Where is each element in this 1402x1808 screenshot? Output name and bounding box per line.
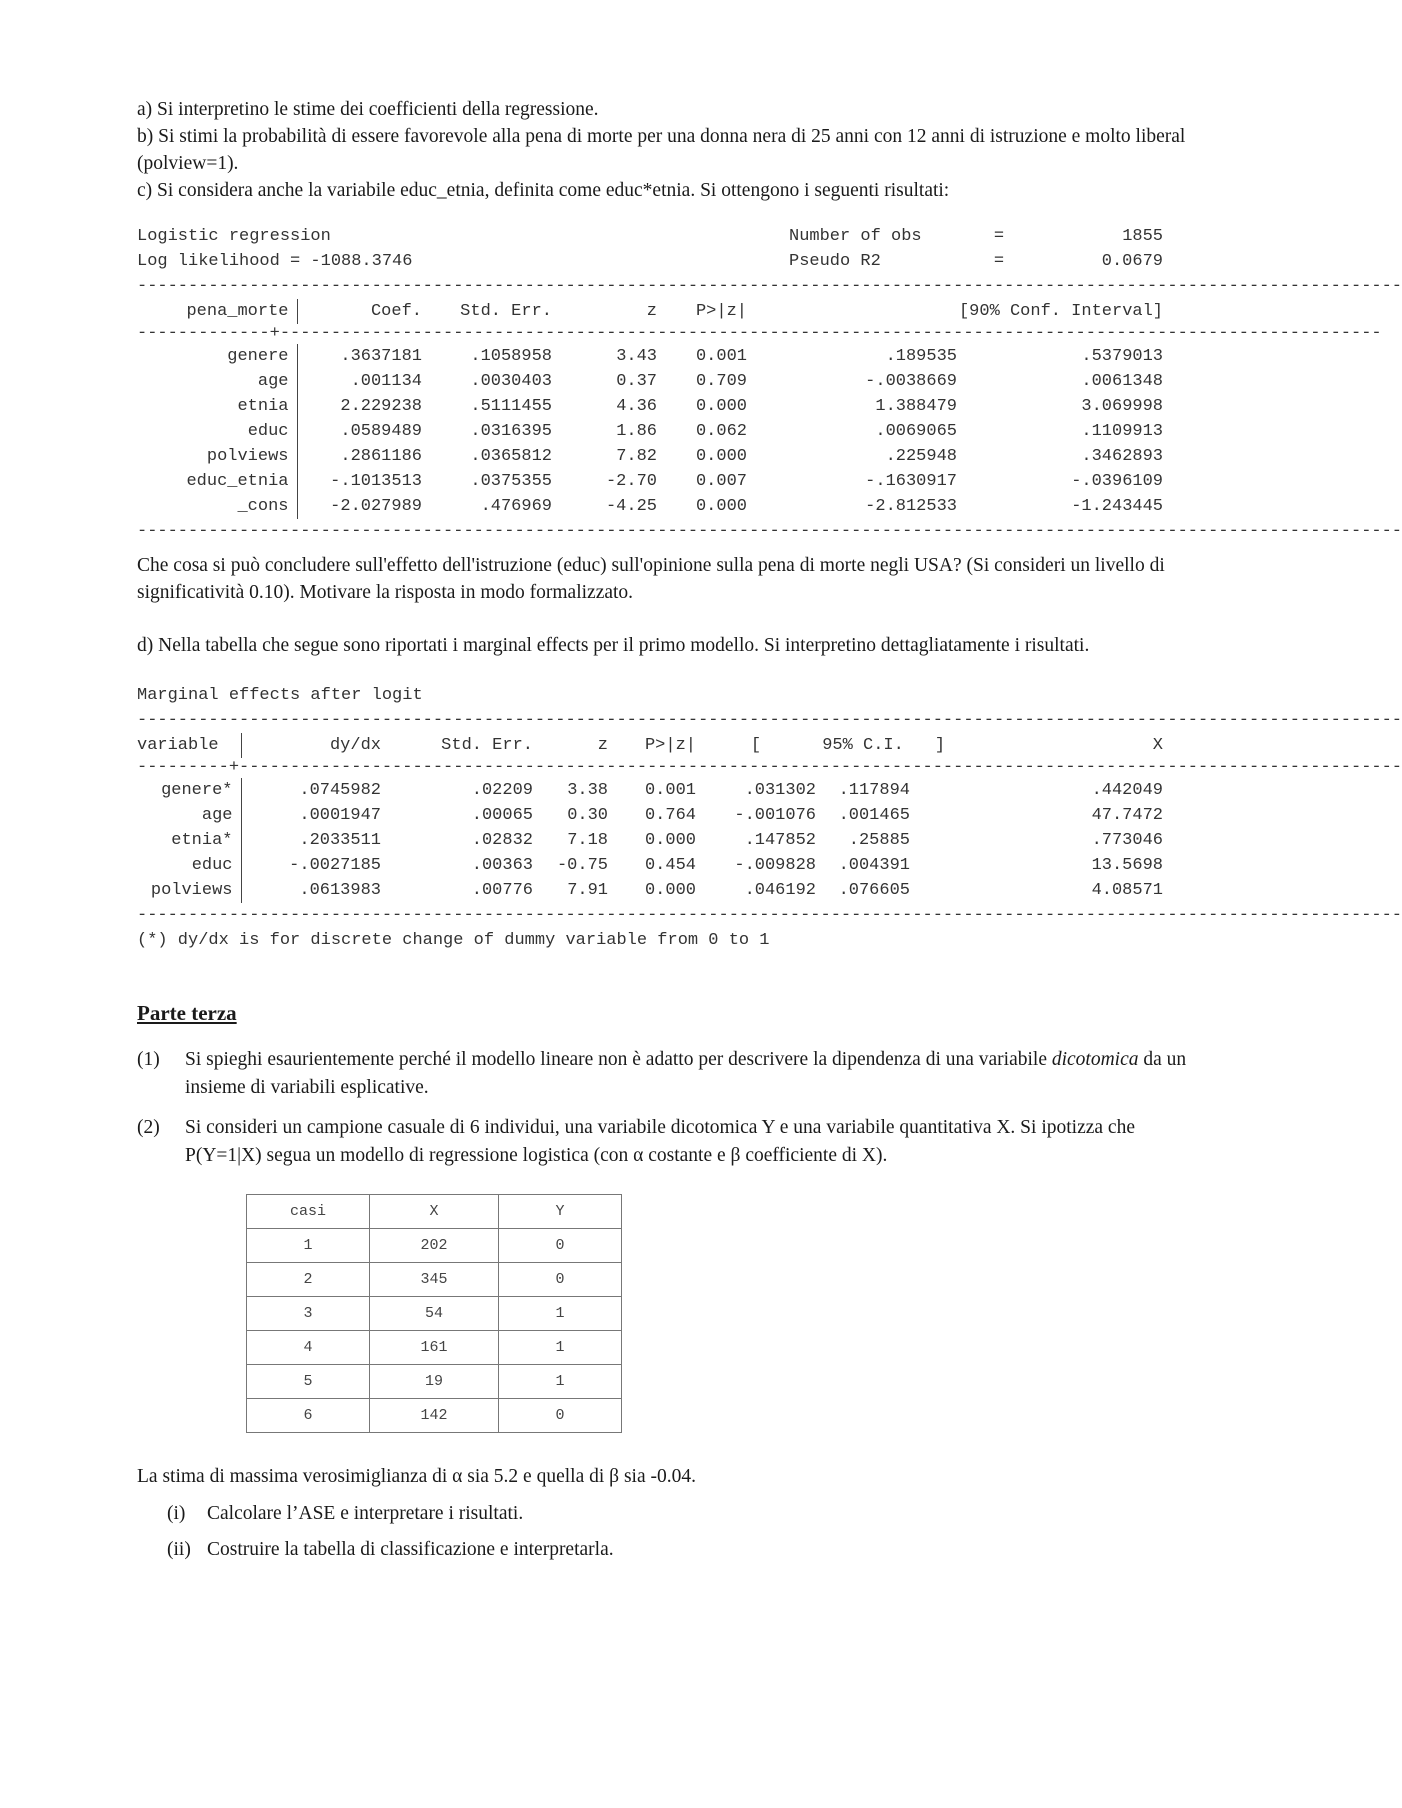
item-1-number: (1) [137, 1049, 160, 1070]
header-ci-close: ] [934, 736, 946, 755]
row-p-value: 0.000 [695, 447, 747, 466]
row-z: 3.43 [616, 347, 657, 366]
row-dydx: .0001947 [299, 806, 381, 825]
header-x: X [1152, 736, 1163, 755]
header-var: pena_morte [137, 299, 297, 324]
table-row [137, 469, 1163, 494]
row-spacer [910, 853, 970, 878]
mle-text: La stima di massima verosimiglianza di α sia 5.2 e quella di β sia -0.04. [137, 1466, 696, 1487]
row-ci-high: .25885 [848, 831, 910, 850]
data-table [246, 1194, 622, 1433]
row-spacer [910, 803, 970, 828]
table-cell: 3 [247, 1297, 370, 1331]
row-z: 7.82 [616, 447, 657, 466]
row-ci-low: -2.812533 [865, 497, 957, 516]
sub-item-i [167, 1500, 1197, 1528]
header-ci-open: [ [750, 736, 762, 755]
row-coef: -2.027989 [330, 497, 422, 516]
logit-body [137, 344, 1163, 519]
table-cell: 0 [499, 1263, 622, 1297]
row-z: -0.75 [556, 856, 608, 875]
row-p-value: 0.001 [695, 347, 747, 366]
marginal-output [137, 683, 1402, 953]
row-std-err: .00065 [471, 806, 533, 825]
row-ci-low: -.009828 [734, 856, 816, 875]
header-z: z [646, 302, 657, 321]
part-b-text: b) Si stimi la probabilità di essere favorevole alla pena di morte per una donna nera di 25 anni con 12 anni di istruzione e molto liberal (polview=1). [137, 126, 1186, 174]
row-ci-low: .031302 [744, 781, 816, 800]
table-cell: 2 [247, 1263, 370, 1297]
row-dydx: .2033511 [299, 831, 381, 850]
nobs-eq: = [993, 227, 1005, 246]
row-std-err: .0365812 [470, 447, 552, 466]
row-variable: etnia [137, 394, 297, 419]
row-std-err: .02832 [471, 831, 533, 850]
row-z: 4.36 [616, 397, 657, 416]
divider: ---------------------------------------------------------------------------------------------------------------------------- [137, 711, 1402, 730]
row-z: 0.37 [616, 372, 657, 391]
row-ci-high: .117894 [838, 781, 910, 800]
table-row [137, 803, 1163, 828]
marginal-body [137, 778, 1163, 903]
table-cell: 19 [370, 1365, 499, 1399]
row-variable: polviews [137, 878, 241, 903]
row-coef: .2861186 [340, 447, 422, 466]
row-std-err: .5111455 [470, 397, 552, 416]
table-row [247, 1297, 622, 1331]
row-p-value: 0.709 [695, 372, 747, 391]
row-z: 0.30 [567, 806, 608, 825]
row-variable: age [137, 369, 297, 394]
header-cell: Y [499, 1195, 622, 1229]
data-table-header [247, 1195, 622, 1229]
row-p-value: 0.062 [695, 422, 747, 441]
row-z: 3.38 [567, 781, 608, 800]
row-x-mean: 13.5698 [1091, 856, 1163, 875]
row-variable: educ [137, 419, 297, 444]
nobs-value: 1855 [1122, 227, 1163, 246]
row-ci-high: -1.243445 [1071, 497, 1164, 516]
table-cell: 1 [247, 1229, 370, 1263]
row-p-value: 0.454 [644, 856, 696, 875]
row-variable: genere* [137, 778, 241, 803]
row-p-value: 0.000 [695, 497, 747, 516]
logit-table [137, 299, 1382, 519]
row-std-err: .02209 [471, 781, 533, 800]
table-row [137, 828, 1163, 853]
header-ci: [90% Conf. Interval] [958, 302, 1164, 321]
row-x-mean: .773046 [1091, 831, 1163, 850]
marginal-table [137, 733, 1402, 903]
pseudo-r2-label: Pseudo R2 [789, 252, 881, 271]
sub-item-i-text: Calcolare l’ASE e interpretare i risultati. [207, 1503, 524, 1524]
nobs-label: Number of obs [789, 227, 922, 246]
row-z: 1.86 [616, 422, 657, 441]
row-ci-high: .1109913 [1081, 422, 1164, 441]
item-1-pre: Si spieghi esaurientemente perché il modello lineare non è adatto per descrivere la dipendenza di una variabile [185, 1049, 1052, 1070]
header-dydx: dy/dx [329, 736, 381, 755]
table-row [137, 444, 1163, 469]
part-c-text: c) Si considera anche la variabile educ_etnia, definita come educ*etnia. Si ottengono i seguenti risultati: [137, 180, 950, 201]
row-std-err: .1058958 [470, 347, 552, 366]
row-x-mean: 4.08571 [1091, 881, 1163, 900]
table-cell: 0 [499, 1399, 622, 1433]
row-spacer [910, 878, 970, 903]
table-row [247, 1229, 622, 1263]
row-ci-low: .225948 [885, 447, 957, 466]
table-row [137, 344, 1163, 369]
row-variable: _cons [137, 494, 297, 519]
divider: ---------------------------------------------------------------------------------------------------------------------------- [137, 906, 1402, 925]
table-row [247, 1399, 622, 1433]
row-p-value: 0.007 [695, 472, 747, 491]
table-cell: 4 [247, 1331, 370, 1365]
header-ci: 95% C.I. [822, 736, 904, 755]
row-ci-high: .0061348 [1081, 372, 1164, 391]
row-variable: polviews [137, 444, 297, 469]
row-coef: 2.229238 [340, 397, 422, 416]
table-cell: 142 [370, 1399, 499, 1433]
header-z: z [597, 736, 608, 755]
row-coef: .3637181 [340, 347, 422, 366]
row-dydx: .0613983 [299, 881, 381, 900]
table-row [137, 853, 1163, 878]
row-z: 7.91 [567, 881, 608, 900]
item-2 [137, 1114, 1197, 1170]
part-a-text: a) Si interpretino le stime dei coefficienti della regressione. [137, 99, 599, 120]
row-z: -4.25 [605, 497, 657, 516]
table-row [137, 494, 1163, 519]
header-cell: casi [247, 1195, 370, 1229]
header-variable: variable [137, 733, 241, 758]
divider: ---------------------------------------------------------------------------------------------------------------------------- [137, 277, 1402, 296]
row-p-value: 0.000 [644, 831, 696, 850]
row-x-mean: .442049 [1091, 781, 1163, 800]
row-spacer [910, 828, 970, 853]
row-x-mean: 47.7472 [1091, 806, 1163, 825]
table-cell: 1 [499, 1331, 622, 1365]
row-variable: age [137, 803, 241, 828]
row-variable: educ_etnia [137, 469, 297, 494]
table-row [137, 394, 1163, 419]
row-std-err: .0375355 [470, 472, 552, 491]
sub-item-ii-number: (ii) [167, 1539, 191, 1560]
row-ci-low: -.001076 [734, 806, 816, 825]
table-cell: 161 [370, 1331, 499, 1365]
row-ci-low: -.1630917 [865, 472, 957, 491]
logit-title: Logistic regression [137, 227, 331, 246]
table-cell: 202 [370, 1229, 499, 1263]
divider: ---------+------------------------------------------------------------------------------------------------------------------ [137, 758, 1402, 777]
table-row [137, 369, 1163, 394]
header-p: P>|z| [644, 736, 696, 755]
row-ci-high: .5379013 [1081, 347, 1164, 366]
table-row [247, 1365, 622, 1399]
row-coef: .001134 [350, 372, 422, 391]
row-ci-low: .189535 [885, 347, 957, 366]
row-dydx: .0745982 [299, 781, 381, 800]
question-c: Che cosa si può concludere sull'effetto dell'istruzione (educ) sull'opinione sulla pena di morte negli USA? (Si consideri un livello di significatività 0.10). Motivare la risposta in modo formalizzato. [137, 555, 1165, 603]
logit-loglik: Log likelihood = -1088.3746 [137, 252, 413, 271]
row-ci-low: .046192 [744, 881, 816, 900]
marginal-footnote: (*) dy/dx is for discrete change of dummy variable from 0 to 1 [137, 931, 770, 950]
marginal-header-row [137, 733, 1163, 758]
item-1 [137, 1046, 1197, 1102]
row-std-err: .476969 [480, 497, 552, 516]
row-ci-low: .0069065 [875, 422, 957, 441]
row-z: -2.70 [605, 472, 657, 491]
table-cell: 6 [247, 1399, 370, 1433]
row-p-value: 0.000 [695, 397, 747, 416]
sub-item-ii-text: Costruire la tabella di classificazione e interpretarla. [207, 1539, 614, 1560]
table-row [247, 1263, 622, 1297]
row-spacer [910, 778, 970, 803]
table-cell: 0 [499, 1229, 622, 1263]
pseudo-r2-value: 0.0679 [1101, 252, 1163, 271]
row-std-err: .00363 [471, 856, 533, 875]
table-cell: 1 [499, 1365, 622, 1399]
sub-item-i-number: (i) [167, 1503, 186, 1524]
table-row [137, 878, 1163, 903]
row-std-err: .0316395 [470, 422, 552, 441]
item-1-post: da un insieme di variabili esplicative. [185, 1049, 1187, 1098]
table-cell: 1 [499, 1297, 622, 1331]
row-variable: educ [137, 853, 241, 878]
row-p-value: 0.764 [644, 806, 696, 825]
table-cell: 5 [247, 1365, 370, 1399]
data-table-body [247, 1195, 622, 1433]
row-coef: -.1013513 [330, 472, 422, 491]
row-std-err: .0030403 [470, 372, 552, 391]
row-variable: genere [137, 344, 297, 369]
header-cell: X [370, 1195, 499, 1229]
row-ci-high: .3462893 [1081, 447, 1164, 466]
divider: ---------------------------------------------------------------------------------------------------------------------------- [137, 522, 1402, 541]
table-row [247, 1331, 622, 1365]
marginal-title: Marginal effects after logit [137, 686, 423, 705]
logit-output [137, 224, 1402, 544]
item-1-text [185, 1046, 1197, 1102]
row-coef: .0589489 [340, 422, 422, 441]
header-se: Std. Err. [441, 736, 533, 755]
table-cell: 54 [370, 1297, 499, 1331]
table-row [137, 778, 1163, 803]
pseudo-r2-eq: = [993, 252, 1005, 271]
divider: -------------+------------------------------------------------------------------------------------------------------------ [137, 324, 1382, 343]
row-ci-high: .001465 [838, 806, 910, 825]
table-cell: 345 [370, 1263, 499, 1297]
header-p: P>|z| [695, 302, 747, 321]
item-2-text: Si consideri un campione casuale di 6 individui, una variabile dicotomica Y e una variabile quantitativa X. Si ipotizza che P(Y=1|X) segua un modello di regressione logistica (con α costante e β coefficiente di X). [185, 1117, 1135, 1166]
sub-item-ii [167, 1536, 1197, 1564]
exam-page [137, 96, 1402, 1564]
parte-terza-heading: Parte terza [137, 1001, 237, 1025]
row-ci-low: -.0038669 [865, 372, 957, 391]
row-ci-low: .147852 [744, 831, 816, 850]
item-1-emphasis: dicotomica [1051, 1049, 1139, 1070]
row-ci-low: 1.388479 [875, 397, 957, 416]
item-2-number: (2) [137, 1117, 160, 1138]
row-ci-high: -.0396109 [1071, 472, 1164, 491]
row-ci-high: .076605 [838, 881, 910, 900]
logit-header-row [137, 299, 1163, 324]
row-dydx: -.0027185 [289, 856, 381, 875]
part-d-text: d) Nella tabella che segue sono riportati i marginal effects per il primo modello. Si interpretino dettagliatamente i risultati. [137, 635, 1090, 656]
header-coef: Coef. [370, 302, 422, 321]
row-variable: etnia* [137, 828, 241, 853]
row-z: 7.18 [567, 831, 608, 850]
header-se: Std. Err. [460, 302, 552, 321]
row-std-err: .00776 [471, 881, 533, 900]
row-ci-high: 3.069998 [1081, 397, 1164, 416]
table-row [137, 419, 1163, 444]
row-p-value: 0.000 [644, 881, 696, 900]
row-p-value: 0.001 [644, 781, 696, 800]
row-ci-high: .004391 [838, 856, 910, 875]
